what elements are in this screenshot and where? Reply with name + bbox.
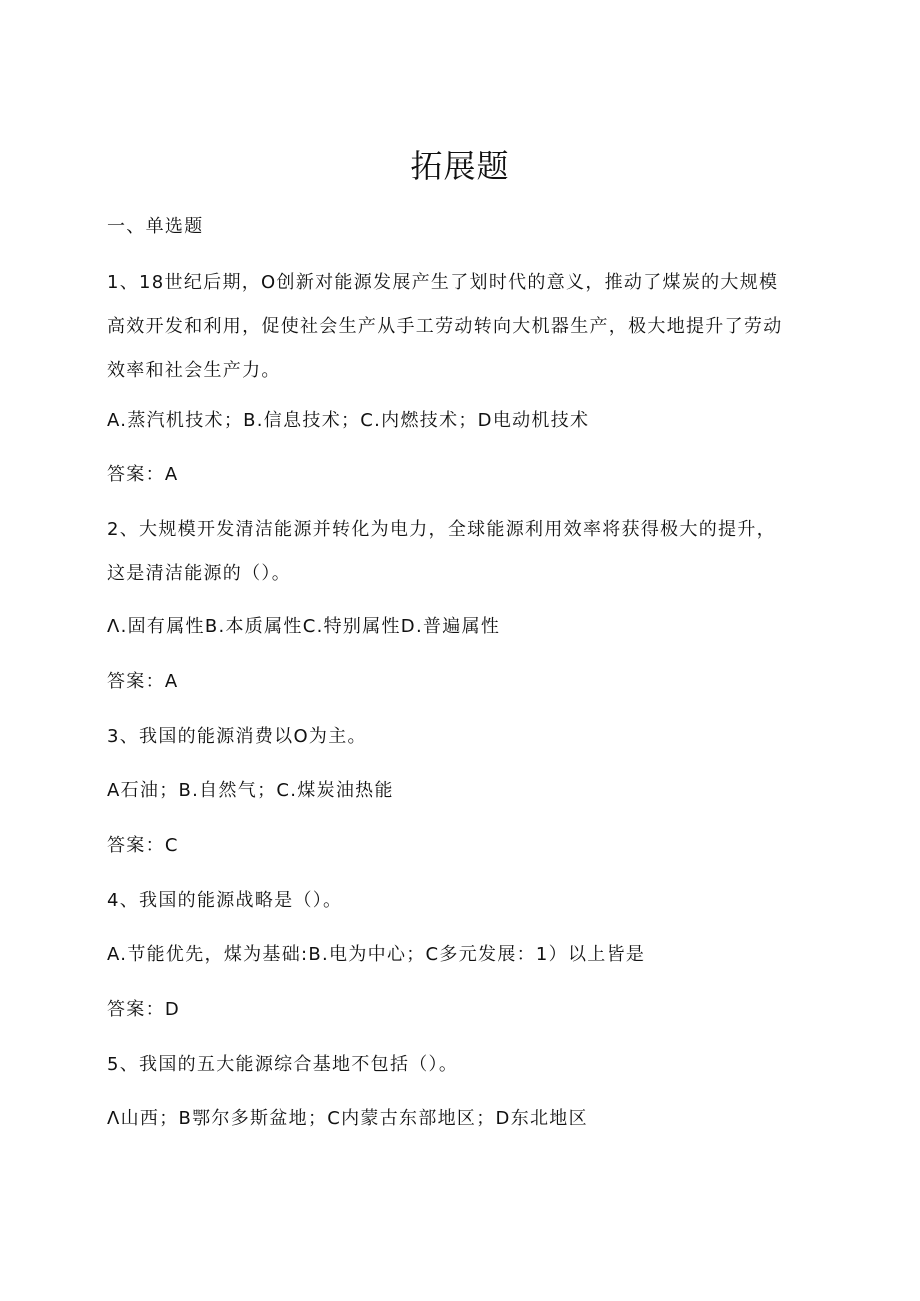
question-1-options: A.蒸汽机技术；B.信息技术；C.内燃技术；D电动机技术: [107, 410, 590, 431]
question-4-stem: 4、我国的能源战略是（）。: [107, 890, 343, 911]
question-4-options: A.节能优先，煤为基础:B.电为中心；C多元发展：1）以上皆是: [107, 944, 646, 965]
question-3-answer: 答案：C: [107, 835, 179, 856]
question-2-stem-line-2: 这是清洁能源的（）。: [107, 563, 291, 584]
page-title: 拓展题: [410, 147, 510, 185]
section-heading: 一、单选题: [107, 216, 204, 237]
question-1-answer: 答案：A: [107, 464, 179, 485]
question-5-options: Λ山西；B鄂尔多斯盆地；C内蒙古东部地区；D东北地区: [107, 1108, 588, 1129]
question-1-stem-line-2: 高效开发和利用，促使社会生产从手工劳动转向大机器生产，极大地提升了劳动: [107, 316, 783, 337]
question-3-stem: 3、我国的能源消费以O为主。: [107, 726, 367, 747]
question-1-stem-line-3: 效率和社会生产力。: [107, 360, 281, 381]
question-1-stem-line-1: 1、18世纪后期，O创新对能源发展产生了划时代的意义，推动了煤炭的大规模: [107, 272, 779, 293]
question-5-stem: 5、我国的五大能源综合基地不包括（）。: [107, 1054, 459, 1075]
question-3-options: A石油；B.自然气；C.煤炭油热能: [107, 780, 394, 801]
question-2-answer: 答案：A: [107, 671, 179, 692]
question-2-stem-line-1: 2、大规模开发清洁能源并转化为电力，全球能源利用效率将获得极大的提升，: [107, 519, 776, 540]
question-2-options: Λ.固有属性B.本质属性C.特别属性D.普遍属性: [107, 616, 501, 637]
question-4-answer: 答案：D: [107, 999, 181, 1020]
